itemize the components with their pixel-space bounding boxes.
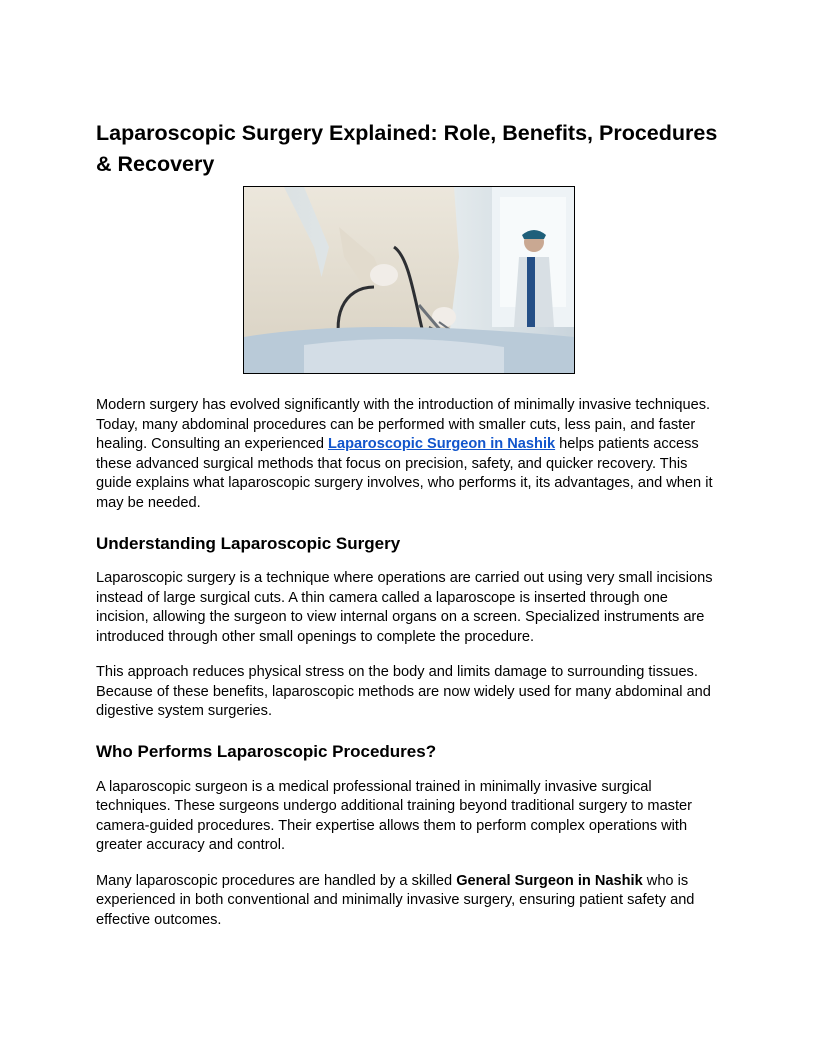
section-heading-understanding: Understanding Laparoscopic Surgery xyxy=(96,534,401,553)
general-surgeon-bold-text: General Surgeon in Nashik xyxy=(456,872,643,889)
who-performs-paragraph-1: A laparoscopic surgeon is a medical professional trained in minimally invasive surgical techniques. These surgeons undergo additional training beyond traditional surgery to master camera-guided procedures. Their expertise allows them to perform complex operations with greater accuracy and control. xyxy=(96,778,693,853)
understanding-paragraph-1: Laparoscopic surgery is a technique where operations are carried out using very small incisions instead of large surgical cuts. A thin camera called a laparoscope is inserted through one incision, allowing the surgeon to view internal organs on a screen. Specialized instruments are introduced through other small openings to complete the procedure. xyxy=(96,570,713,645)
who-p2-text-before: Many laparoscopic procedures are handled by a skilled xyxy=(96,872,457,889)
document-page xyxy=(96,118,720,930)
laparoscopic-surgeon-link[interactable]: Laparoscopic Surgeon in Nashik xyxy=(328,436,556,452)
surgery-illustration xyxy=(244,187,574,373)
who-p2-text-after: who is experienced in both conventional and minimally invasive surgery, ensuring patient safety and effective outcomes. xyxy=(96,872,695,928)
who-performs-paragraph-2 xyxy=(96,872,720,931)
page-title: Laparoscopic Surgery Explained: Role, Benefits, Procedures & Recovery xyxy=(96,121,718,176)
surgery-photo xyxy=(243,186,575,374)
understanding-paragraph-2: This approach reduces physical stress on the body and limits damage to surrounding tissues. Because of these benefits, laparoscopic methods are now widely used for many abdominal and digestive system surgeries. xyxy=(96,664,711,719)
intro-paragraph xyxy=(96,396,720,513)
intro-text-before: Modern surgery has evolved significantly with the introduction of minimally invasive techniques. Today, many abdominal procedures can be performed with smaller cuts, less pain, and faster healing. Consulting an experienced xyxy=(96,397,711,452)
section-heading-who-performs: Who Performs Laparoscopic Procedures? xyxy=(96,741,437,761)
intro-text-after: helps patients access these advanced surgical methods that focus on precision, safety, and quicker recovery. This guide explains what laparoscopic surgery involves, who performs it, its advantages, and when it may be needed. xyxy=(96,436,713,511)
